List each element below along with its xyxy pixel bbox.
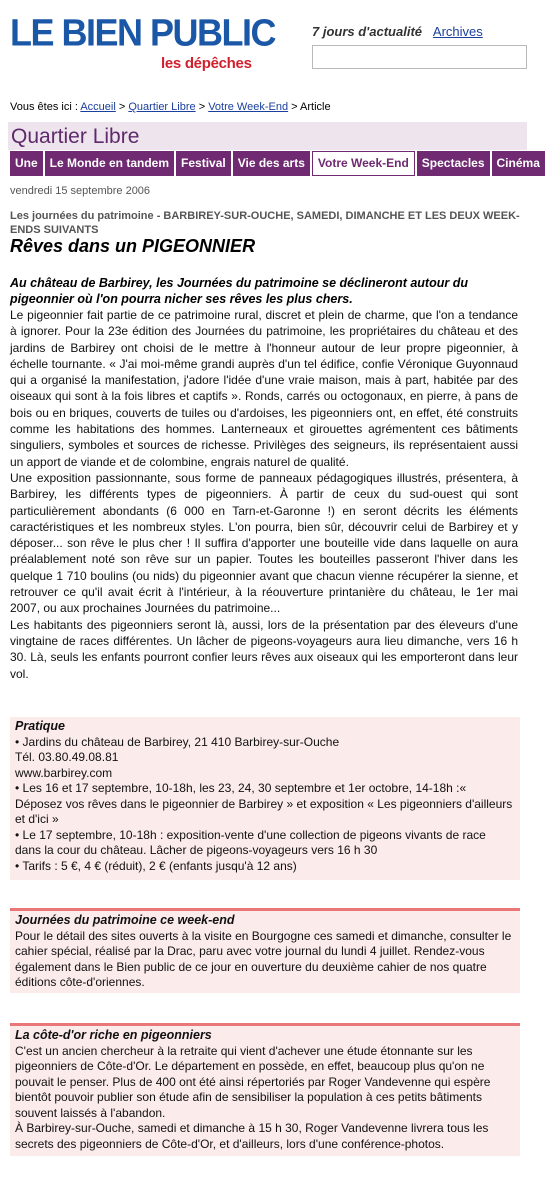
pigeonniers-box: [10, 1023, 520, 1156]
article-headline: Rêves dans un PIGEONNIER: [10, 236, 256, 256]
practical-info-line: • Jardins du château de Barbirey, 21 410 Barbirey-sur-Ouche: [15, 734, 340, 749]
breadcrumb-prefix: Vous êtes ici :: [10, 101, 78, 113]
breadcrumb-separator: >: [118, 101, 126, 113]
practical-info-line: • Le 17 septembre, 10-18h : exposition-vente d'une collection de pigeons vivants de race dans la cour du château. Lâcher de pigeons-voyageurs vers 16 h 30: [15, 827, 486, 857]
heritage-days-title: Journées du patrimoine ce week-end: [15, 913, 235, 927]
site-header: [0, 0, 527, 85]
breadcrumb-votre-week-end[interactable]: Votre Week-End: [208, 101, 289, 113]
article-paragraph: Le pigeonnier fait partie de ce patrimoine rural, discret et plein de charme, que l'on a tendance à ignorer. Pour la 23e édition des Journées du patrimoine, les propriétaires du château et des jardins de Barbirey ont choisi de le mettre à l'honneur autour de leur propre pigeonnier, à échelle tournante. « J'ai moi-même grandi auprès d'un tel édifice, confie Véronique Guyonnaud qui a organisé la manifestation, j'adore l'idée d'une vraie maison, mais à part, habitée par des oiseaux qui sont à la fois libres et captifs ». Ronds, carrés ou octogonaux, en pierre, à pans de bois ou en briques, couverts de tuiles ou d'ardoises, les pigeonniers ont, en effet, été construits comme les habitations des hommes. Lanterneaux et girouettes agrémentent ces bâtiments singuliers, symboles et sources de richesse. Privilèges des seigneurs, ils représentaient aussi un apport de viande et de colombine, engrais naturel de qualité.: [10, 308, 518, 469]
section-title: Quartier Libre: [8, 122, 527, 150]
nav-item-une[interactable]: Une: [10, 151, 43, 176]
nav-item-cinema[interactable]: Cinéma: [492, 151, 545, 176]
practical-info-line: • Tarifs : 5 €, 4 € (réduit), 2 € (enfants jusqu'à 12 ans): [15, 858, 297, 873]
nav-item-spectacles[interactable]: Spectacles: [417, 151, 490, 176]
breadcrumb-accueil[interactable]: Accueil: [80, 101, 116, 113]
heritage-days-box: [10, 908, 520, 993]
article-kicker: Les journées du patrimoine - BARBIREY-SUR-OUCHE, SAMEDI, DIMANCHE ET LES DEUX WEEK-ENDS SUIVANTS: [10, 210, 520, 236]
practical-info-box: [10, 717, 520, 880]
breadcrumb-current: Article: [300, 101, 331, 113]
article-paragraph: Une exposition passionnante, sous forme de panneaux pédagogiques illustrés, présentera, à Barbirey, les différents types de pigeonniers. À partir de ceux du sud-ouest qui sont particulièrement abondants (6 000 en Tarn-et-Garonne !) en seront décrits les éléments caractéristiques et les nombreux styles. L'on pourra, bien sûr, découvrir celui de Barbirey et y déposer... son rêve le plus cher ! Il suffira d'apporter une bouteille vide dans laquelle on aura préalablement noté son rêve sur un papier. Toutes les bouteilles passeront l'hiver dans les quelque 1 710 boulins (ou nids) du pigeonnier avant que chacun vienne récupérer la sienne, et retrouver ce qu'il avait écrit à l'intérieur, à la réouverture printanière du château, le 1er mai 2007, ou aux prochaines Journées du patrimoine...: [10, 470, 518, 616]
nav-item-le-monde-en-tandem[interactable]: Le Monde en tandem: [45, 151, 174, 176]
nav-item-vie-des-arts[interactable]: Vie des arts: [233, 151, 310, 176]
tagline: 7 jours d'actualité: [312, 24, 423, 39]
site-logo[interactable]: LE BIEN PUBLIC: [10, 10, 276, 54]
nav-item-votre-week-end[interactable]: Votre Week-End: [312, 151, 415, 176]
article-date: vendredi 15 septembre 2006: [10, 185, 151, 197]
heritage-days-text: Pour le détail des sites ouverts à la visite en Bourgogne ces samedi et dimanche, consulter le cahier spécial, réalisé par la Drac, paru avec votre journal du lundi 4 juillet. Rendez-vous également dans le Bien public de ce jour en ouverture du deuxième cahier de nos quatre éditions côte-d'oriennes.: [15, 928, 512, 989]
header-links: [312, 24, 483, 39]
article-paragraph: Les habitants des pigeonniers seront là, aussi, lors de la présentation par des éleveurs d'une vingtaine de races différentes. Un lâcher de pigeons-voyageurs aura lieu dimanche, vers 16 h 30. Là, seuls les enfants pourront confier leurs rêves aux oiseaux qui les emporteront dans leur vol.: [10, 617, 518, 681]
article-lead: Au château de Barbirey, les Journées du patrimoine se déclineront autour du pigeonnier où l'on pourra nicher ses rêves les plus chers.: [10, 276, 468, 306]
practical-info-line: • Les 16 et 17 septembre, 10-18h, les 23, 24, 30 septembre et 1er octobre, 14-18h :« Déposez vos rêves dans le pigeonnier de Barbirey » et exposition « Les pigeonniers d'ailleurs et d'ici »: [15, 781, 513, 826]
breadcrumb-separator: >: [291, 101, 298, 113]
search-input[interactable]: [312, 45, 527, 69]
practical-info-title: Pratique: [15, 719, 66, 733]
section-nav: [10, 151, 540, 176]
pigeonniers-title: La côte-d'or riche en pigeonniers: [15, 1028, 212, 1042]
nav-item-festival[interactable]: Festival: [176, 151, 231, 176]
archives-link[interactable]: Archives: [432, 24, 483, 39]
breadcrumb-quartier-libre[interactable]: Quartier Libre: [128, 101, 196, 113]
breadcrumb: [10, 101, 331, 113]
practical-info-line: Tél. 03.80.49.08.81: [15, 750, 119, 764]
practical-info-line: www.barbirey.com: [15, 765, 113, 780]
article-body: [10, 307, 518, 682]
site-logo-subtitle: les dépêches: [161, 55, 252, 72]
pigeonniers-paragraph: C'est un ancien chercheur à la retraite qui vient d'achever une étude étonnante sur les pigeonniers de Côte-d'Or. Le département en possède, en effet, beaucoup plus qu'on ne pouvait le penser. Plus de 400 ont été ainsi répertoriés par Roger Vandevenne qui espère bientôt pouvoir publier son étude afin de sensibiliser la population à ces petits bâtiments souvent laissés à l'abandon.: [15, 1043, 491, 1120]
pigeonniers-paragraph: À Barbirey-sur-Ouche, samedi et dimanche à 15 h 30, Roger Vandevenne livrera tous les secrets des pigeonniers de Côte-d'Or, et d'ailleurs, lors d'une conférence-photos.: [15, 1121, 489, 1151]
breadcrumb-separator: >: [198, 101, 206, 113]
